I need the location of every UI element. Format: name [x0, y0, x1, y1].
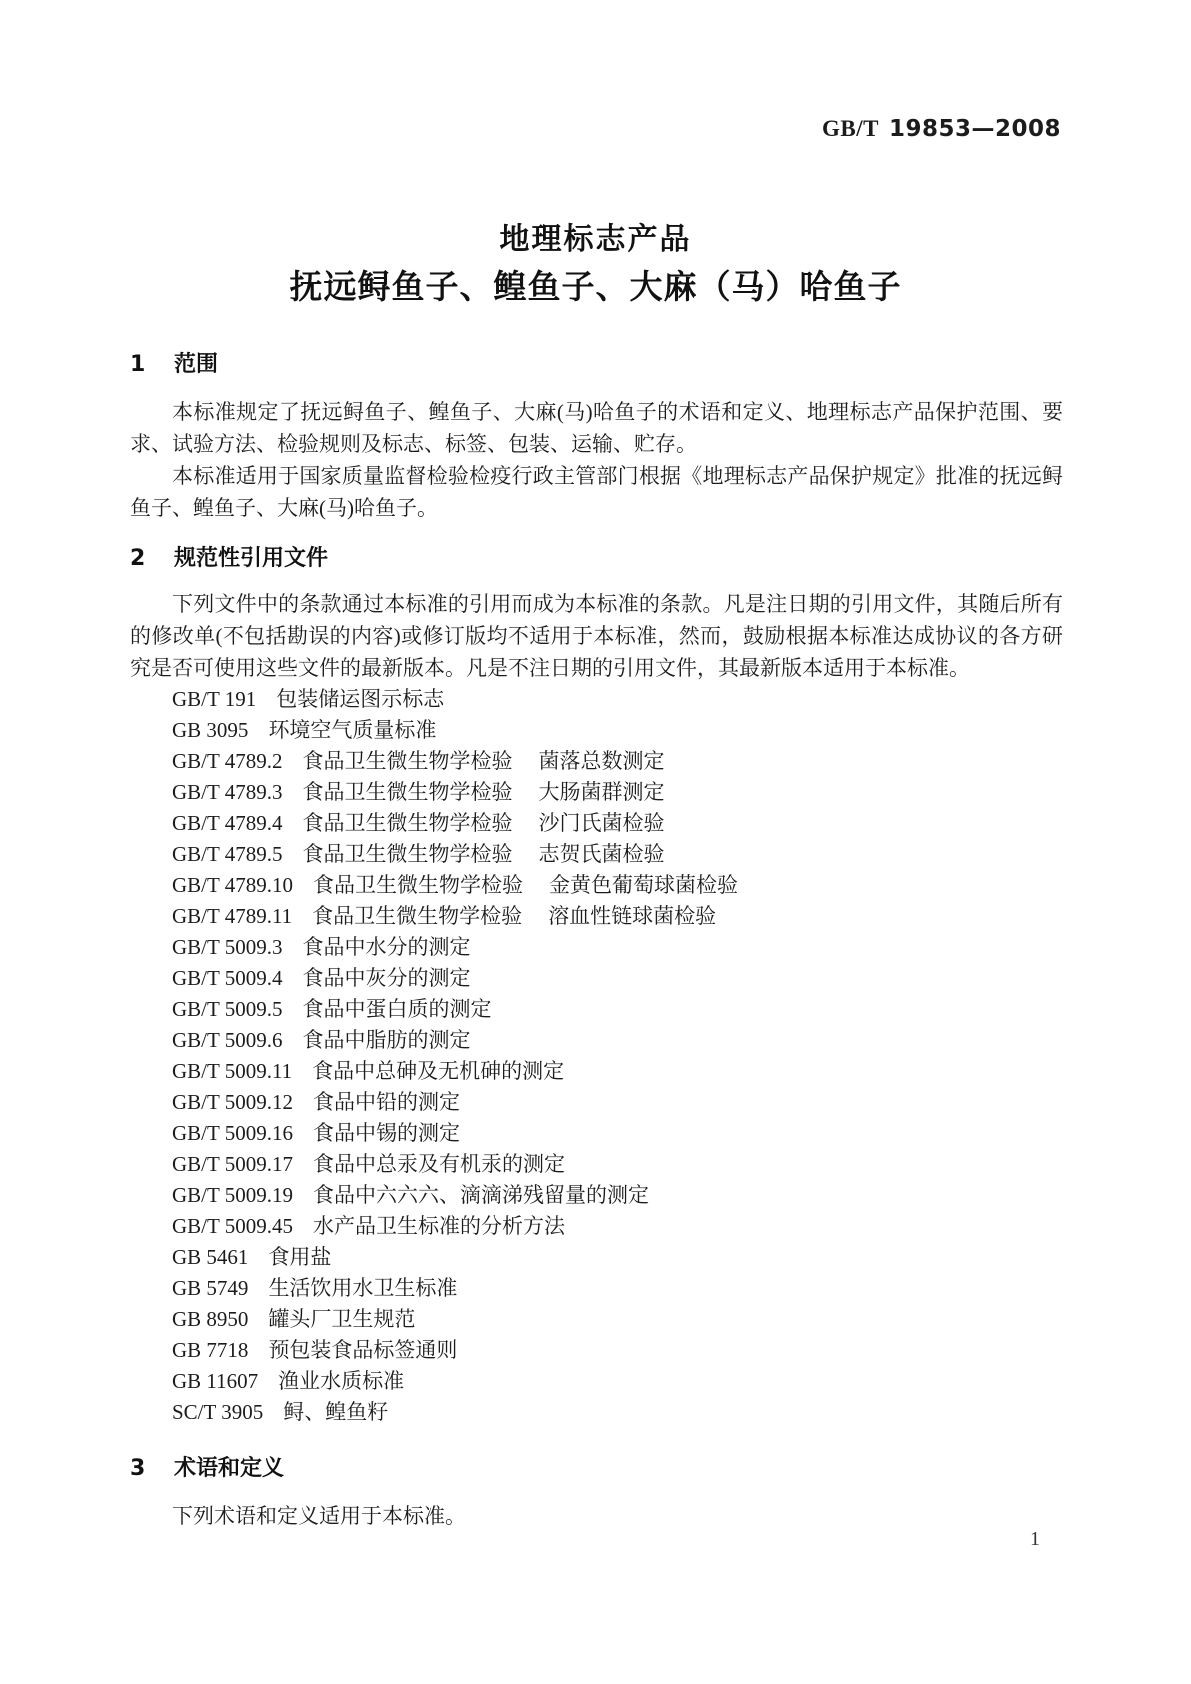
reference-subtitle: 志贺氏菌检验 — [538, 842, 665, 866]
reference-code: GB/T 4789.11 — [172, 904, 293, 928]
reference-item — [172, 1087, 1063, 1118]
reference-code: GB/T 5009.17 — [172, 1152, 293, 1176]
paragraph: 本标准规定了抚远鲟鱼子、鳇鱼子、大麻(马)哈鱼子的术语和定义、地理标志产品保护范围、要求、试验方法、检验规则及标志、标签、包装、运输、贮存。 — [130, 400, 1063, 456]
reference-item — [172, 1242, 1063, 1273]
reference-title: 食品中总砷及无机砷的测定 — [312, 1059, 565, 1083]
reference-item — [172, 1025, 1063, 1056]
reference-title: 食品卫生微生物学检验 — [302, 842, 513, 866]
reference-code: GB/T 4789.3 — [172, 780, 283, 804]
reference-item — [172, 1366, 1063, 1397]
standard-code-number: 19853—2008 — [888, 116, 1061, 142]
reference-code: SC/T 3905 — [172, 1400, 264, 1424]
reference-code: GB/T 5009.3 — [172, 935, 283, 959]
reference-code: GB 11607 — [172, 1369, 259, 1393]
reference-title: 食品卫生微生物学检验 — [312, 873, 523, 897]
standard-code — [822, 116, 1061, 142]
reference-code: GB/T 5009.19 — [172, 1183, 293, 1207]
section-heading — [130, 1454, 1063, 1484]
reference-code: GB 7718 — [172, 1338, 249, 1362]
section-number: 3 — [130, 1456, 146, 1481]
reference-code: GB/T 5009.11 — [172, 1059, 293, 1083]
reference-item — [172, 1335, 1063, 1366]
reference-code: GB 5749 — [172, 1276, 249, 1300]
reference-code: GB/T 4789.10 — [172, 873, 293, 897]
section-heading — [130, 350, 1063, 380]
reference-title: 食品中总汞及有机汞的测定 — [312, 1152, 565, 1176]
document-title — [0, 218, 1191, 312]
reference-title: 食品中铅的测定 — [312, 1090, 460, 1114]
reference-item — [172, 932, 1063, 963]
paragraph: 下列文件中的条款通过本标准的引用而成为本标准的条款。凡是注日期的引用文件，其随后所有的修改单(不包括勘误的内容)或修订版均不适用于本标准，然而，鼓励根据本标准达成协议的各方研究是否可使用这些文件的最新版本。凡是不注日期的引用文件，其最新版本适用于本标准。 — [130, 592, 1063, 680]
reference-item — [172, 1273, 1063, 1304]
reference-item — [172, 870, 1063, 901]
section-heading-text: 范围 — [174, 352, 219, 377]
reference-title: 食品中脂肪的测定 — [302, 1028, 471, 1052]
reference-code: GB/T 5009.12 — [172, 1090, 293, 1114]
reference-code: GB 5461 — [172, 1245, 249, 1269]
reference-title: 食用盐 — [268, 1245, 332, 1269]
reference-code: GB/T 5009.6 — [172, 1028, 283, 1052]
reference-title: 预包装食品标签通则 — [268, 1338, 458, 1362]
reference-item — [172, 1304, 1063, 1335]
section-heading-text: 规范性引用文件 — [174, 546, 329, 571]
page-number: 1 — [1030, 1528, 1040, 1550]
document-title-line1: 地理标志产品 — [499, 222, 692, 257]
reference-item — [172, 994, 1063, 1025]
document-title-line2: 抚远鲟鱼子、鳇鱼子、大麻（马）哈鱼子 — [289, 267, 902, 306]
paragraph: 本标准适用于国家质量监督检验检疫行政主管部门根据《地理标志产品保护规定》批准的抚远鲟鱼子、鳇鱼子、大麻(马)哈鱼子。 — [130, 464, 1063, 520]
reference-title: 食品中六六六、滴滴涕残留量的测定 — [312, 1183, 649, 1207]
reference-item — [172, 1056, 1063, 1087]
section-heading — [130, 544, 1063, 574]
reference-item — [172, 1397, 1063, 1428]
reference-title: 包装储运图示标志 — [276, 687, 445, 711]
reference-code: GB/T 4789.5 — [172, 842, 283, 866]
section-heading-text: 术语和定义 — [174, 1456, 285, 1481]
reference-title: 生活饮用水卫生标准 — [268, 1276, 458, 1300]
reference-item — [172, 684, 1063, 715]
reference-code: GB/T 5009.45 — [172, 1214, 293, 1238]
reference-code: GB/T 5009.4 — [172, 966, 283, 990]
reference-code: GB 3095 — [172, 718, 249, 742]
reference-item — [172, 901, 1063, 932]
reference-code: GB/T 5009.16 — [172, 1121, 293, 1145]
reference-title: 食品中水分的测定 — [302, 935, 471, 959]
reference-title: 渔业水质标准 — [278, 1369, 405, 1393]
reference-title: 环境空气质量标准 — [268, 718, 437, 742]
section-terms-definitions — [130, 1454, 1063, 1532]
reference-item — [172, 746, 1063, 777]
reference-item — [172, 1118, 1063, 1149]
reference-title: 鲟、鳇鱼籽 — [283, 1400, 389, 1424]
reference-title: 食品卫生微生物学检验 — [302, 749, 513, 773]
document-body — [130, 350, 1063, 1532]
standard-code-prefix: GB/T — [822, 116, 879, 141]
reference-item — [172, 1211, 1063, 1242]
reference-code: GB/T 191 — [172, 687, 257, 711]
reference-item — [172, 777, 1063, 808]
reference-item — [172, 715, 1063, 746]
section-number: 2 — [130, 546, 146, 571]
reference-item — [172, 839, 1063, 870]
reference-code: GB 8950 — [172, 1307, 249, 1331]
reference-title: 食品中灰分的测定 — [302, 966, 471, 990]
section-number: 1 — [130, 352, 146, 377]
reference-title: 食品卫生微生物学检验 — [312, 904, 523, 928]
paragraph: 下列术语和定义适用于本标准。 — [172, 1504, 466, 1528]
reference-subtitle: 溶血性链球菌检验 — [548, 904, 717, 928]
reference-title: 食品卫生微生物学检验 — [302, 780, 513, 804]
reference-subtitle: 大肠菌群测定 — [538, 780, 665, 804]
reference-subtitle: 菌落总数测定 — [538, 749, 665, 773]
reference-title: 食品卫生微生物学检验 — [302, 811, 513, 835]
reference-item — [172, 1149, 1063, 1180]
reference-title: 罐头厂卫生规范 — [268, 1307, 416, 1331]
reference-item — [172, 808, 1063, 839]
references-list — [130, 684, 1063, 1428]
reference-title: 水产品卫生标准的分析方法 — [312, 1214, 565, 1238]
reference-code: GB/T 4789.4 — [172, 811, 283, 835]
section-scope — [130, 350, 1063, 524]
reference-subtitle: 沙门氏菌检验 — [538, 811, 665, 835]
reference-item — [172, 1180, 1063, 1211]
reference-subtitle: 金黄色葡萄球菌检验 — [548, 873, 738, 897]
reference-title: 食品中锡的测定 — [312, 1121, 460, 1145]
reference-title: 食品中蛋白质的测定 — [302, 997, 492, 1021]
reference-item — [172, 963, 1063, 994]
section-normative-references — [130, 544, 1063, 1428]
reference-code: GB/T 4789.2 — [172, 749, 283, 773]
reference-code: GB/T 5009.5 — [172, 997, 283, 1021]
